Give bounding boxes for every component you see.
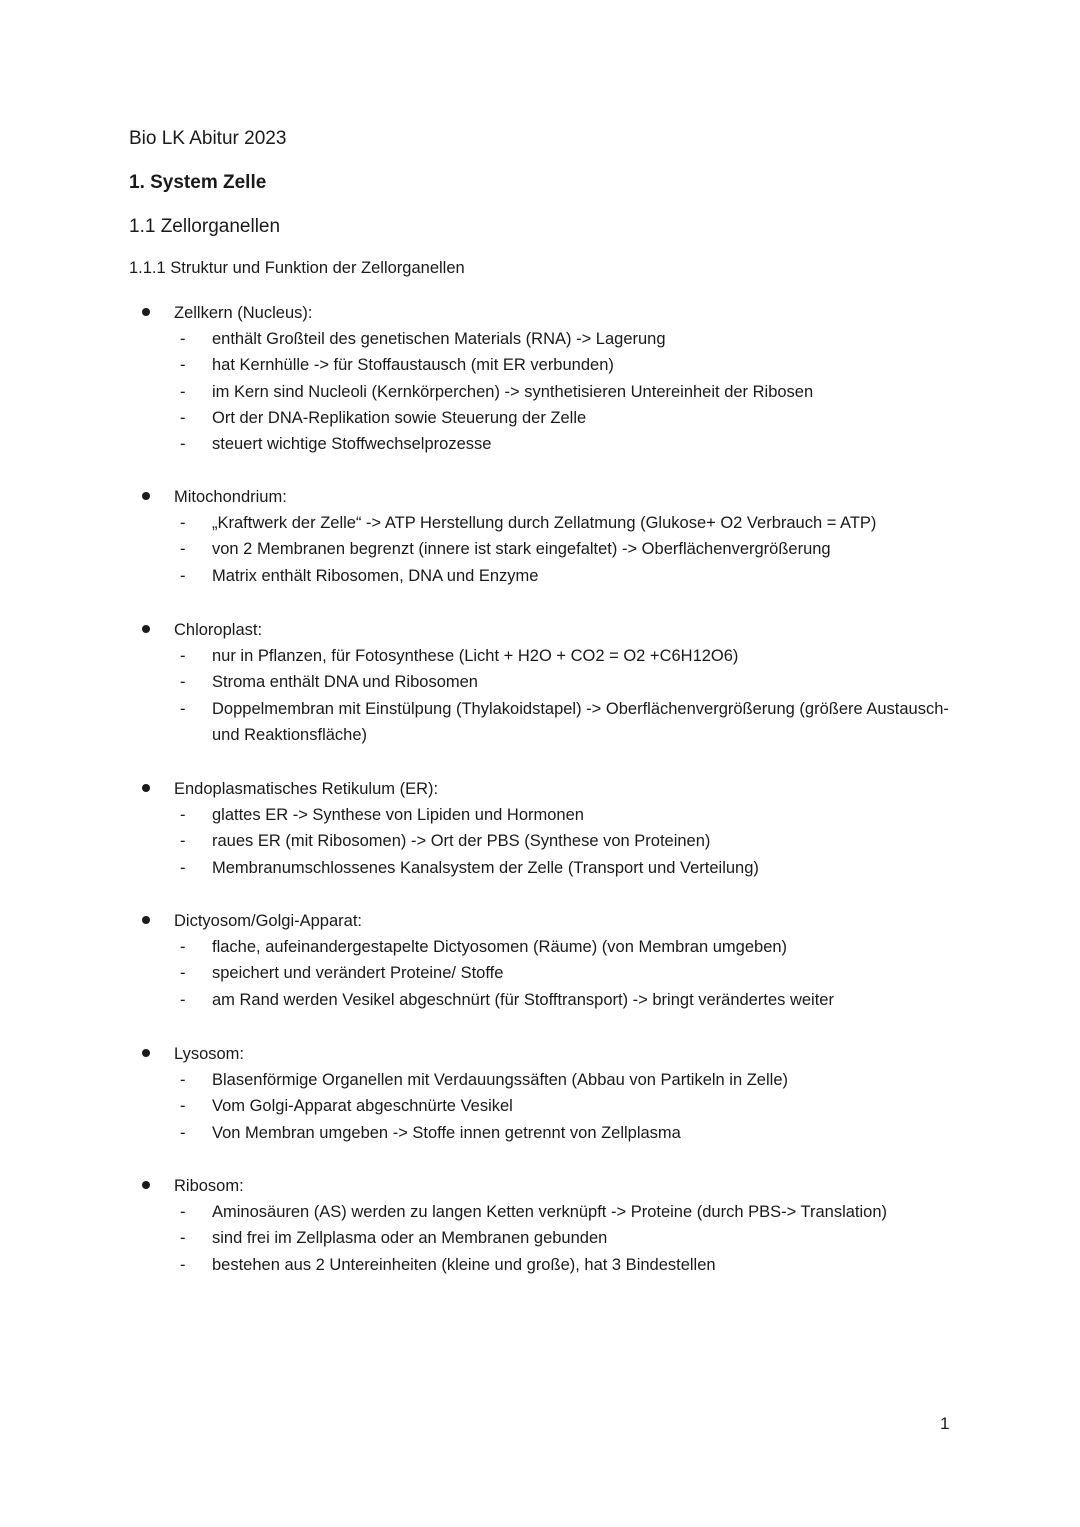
list-item [0, 960, 952, 986]
point-text: hat Kernhülle -> für Stoffaustausch (mit ER verbunden) [212, 356, 614, 375]
point-text: Blasenförmige Organellen mit Verdauungssäften (Abbau von Partikeln in Zelle) [212, 1071, 788, 1089]
point-text: von 2 Membranen begrenzt (innere ist stark eingefaltet) -> Oberflächenvergrößerung [212, 540, 831, 559]
dash-bullet: - [180, 673, 186, 692]
bullet-icon [142, 916, 150, 924]
heading-zellorganellen: 1.1 Zellorganellen [129, 216, 281, 237]
list-item [0, 1120, 952, 1146]
point-text: glattes ER -> Synthese von Lipiden und Hormonen [212, 806, 584, 824]
list-item [0, 431, 952, 457]
dash-bullet: - [180, 938, 186, 956]
list-item [0, 1199, 952, 1225]
list-item [0, 828, 952, 854]
point-text: „Kraftwerk der Zelle“ -> ATP Herstellung durch Zellatmung (Glukose+ O2 Verbrauch = ATP) [212, 514, 877, 532]
dash-bullet: - [180, 330, 186, 348]
list-item [0, 563, 952, 589]
point-text: Stroma enthält DNA und Ribosomen [212, 673, 478, 692]
organelle-points [0, 510, 1080, 589]
list-item [0, 536, 952, 562]
dash-bullet: - [180, 1255, 186, 1274]
point-text: Membranumschlossenes Kanalsystem der Zelle (Transport und Verteilung) [212, 858, 759, 877]
organelle-name: Mitochondrium: [174, 488, 287, 506]
dash-bullet: - [180, 832, 186, 851]
organelle-name: Chloroplast: [174, 621, 263, 639]
dash-bullet: - [180, 1097, 186, 1116]
list-item [0, 1093, 952, 1119]
point-text: Doppelmembran mit Einstülpung (Thylakoidstapel) -> Oberflächenvergrößerung (größere Austausch- und Reaktionsfläche) [212, 699, 949, 744]
list-item [0, 802, 952, 828]
point-text: Ort der DNA-Replikation sowie Steuerung der Zelle [212, 408, 587, 427]
point-text: enthält Großteil des genetischen Materials (RNA) -> Lagerung [212, 330, 666, 348]
list-item [0, 352, 952, 378]
point-text: Matrix enthält Ribosomen, DNA und Enzyme [212, 566, 539, 585]
list-item [0, 696, 952, 749]
list-item [0, 405, 952, 431]
bullet-icon [142, 492, 150, 500]
list-item [0, 1225, 952, 1251]
dash-bullet: - [180, 647, 186, 665]
organelle-points [0, 326, 1080, 457]
dash-bullet: - [180, 1203, 186, 1221]
list-item [0, 643, 952, 669]
point-text: sind frei im Zellplasma oder an Membranen gebunden [212, 1229, 608, 1248]
dash-bullet: - [180, 408, 186, 427]
list-item [0, 510, 952, 536]
organelle-points [0, 1067, 1080, 1146]
point-text: bestehen aus 2 Untereinheiten (kleine und große), hat 3 Bindestellen [212, 1255, 716, 1274]
dash-bullet: - [180, 858, 186, 877]
point-text: im Kern sind Nucleoli (Kernkörperchen) -> synthetisieren Untereinheit der Ribosen [212, 382, 814, 401]
heading-struktur-funktion: 1.1.1 Struktur und Funktion der Zellorganellen [129, 259, 465, 277]
point-text: nur in Pflanzen, für Fotosynthese (Licht + H2O + CO2 = O2 +C6H12O6) [212, 647, 739, 665]
dash-bullet: - [180, 990, 186, 1009]
dash-bullet: - [180, 1071, 186, 1089]
bullet-icon [142, 625, 150, 633]
bullet-icon [142, 1049, 150, 1057]
list-item [0, 669, 952, 695]
list-item [0, 1067, 952, 1093]
organelle-name: Dictyosom/Golgi-Apparat: [174, 912, 362, 930]
bullet-icon [142, 784, 150, 792]
organelle-points [0, 1199, 1080, 1278]
dash-bullet: - [180, 566, 186, 585]
organelle-name: Lysosom: [174, 1045, 244, 1063]
point-text: flache, aufeinandergestapelte Dictyosomen (Räume) (von Membran umgeben) [212, 938, 788, 956]
dash-bullet: - [180, 514, 186, 532]
list-item [0, 326, 952, 352]
dash-bullet: - [180, 382, 186, 401]
dash-bullet: - [180, 806, 186, 824]
point-text: Von Membran umgeben -> Stoffe innen getrennt von Zellplasma [212, 1123, 681, 1142]
dash-bullet: - [180, 1229, 186, 1248]
dash-bullet: - [180, 540, 186, 559]
organelle-name: Zellkern (Nucleus): [174, 304, 313, 322]
document-title: Bio LK Abitur 2023 [129, 128, 287, 149]
point-text: Vom Golgi-Apparat abgeschnürte Vesikel [212, 1097, 513, 1116]
dash-bullet: - [180, 435, 186, 454]
point-text: steuert wichtige Stoffwechselprozesse [212, 435, 492, 454]
dash-bullet: - [180, 964, 186, 983]
organelle-name: Endoplasmatisches Retikulum (ER): [174, 780, 439, 798]
list-item [0, 934, 952, 960]
page-number: 1 [940, 1414, 950, 1433]
dash-bullet: - [180, 356, 186, 375]
point-text: raues ER (mit Ribosomen) -> Ort der PBS (Synthese von Proteinen) [212, 832, 711, 851]
list-item [0, 379, 952, 405]
point-text: Aminosäuren (AS) werden zu langen Ketten verknüpft -> Proteine (durch PBS-> Translation) [212, 1203, 888, 1221]
organelle-points [0, 802, 1080, 881]
organelle-points [0, 934, 1080, 1013]
point-text: am Rand werden Vesikel abgeschnürt (für Stofftransport) -> bringt verändertes weiter [212, 990, 834, 1009]
point-text: speichert und verändert Proteine/ Stoffe [212, 964, 504, 983]
organelle-name: Ribosom: [174, 1177, 244, 1195]
dash-bullet: - [180, 699, 186, 718]
dash-bullet: - [180, 1123, 186, 1142]
bullet-icon [142, 308, 150, 316]
bullet-icon [142, 1181, 150, 1189]
heading-system-zelle: 1. System Zelle [129, 172, 267, 193]
list-item [0, 987, 952, 1013]
list-item [0, 1252, 952, 1278]
list-item [0, 855, 952, 881]
organelle-points [0, 643, 1080, 748]
